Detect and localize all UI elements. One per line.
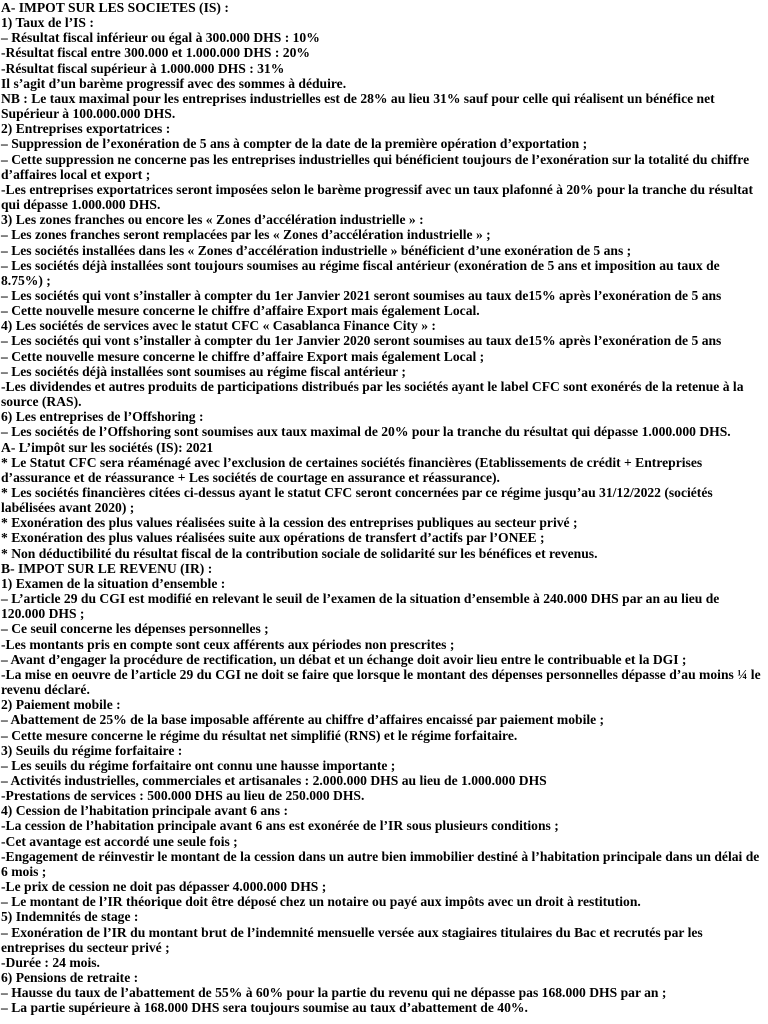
heading-seuils-forfaitaire: 3) Seuils du régime forfaitaire : <box>1 742 183 758</box>
text-line: – Le montant de l’IR théorique doit être déposé chez un notaire ou payé aux impôts avec un droit à restitution. <box>1 894 641 910</box>
text-line: * Exonération des plus values réalisées suite à la cession des entreprises publiques au secteur privé ; <box>1 515 578 531</box>
heading-indemnites-stage: 5) Indemnités de stage : <box>1 909 139 925</box>
text-line: – Cette nouvelle mesure concerne le chiffre d’affaire Export mais également Local ; <box>1 348 485 364</box>
section-title-ir: B- IMPOT SUR LE REVENU (IR) : <box>1 560 213 576</box>
text-line: – Ce seuil concerne les dépenses personnelles ; <box>1 621 269 637</box>
text-line: -Durée : 24 mois. <box>1 954 100 970</box>
text-line: – Activités industrielles, commerciales et artisanales : 2.000.000 DHS au lieu de 1.000.000 DHS <box>1 772 547 788</box>
text-line: -Prestations de services : 500.000 DHS au lieu de 250.000 DHS. <box>1 788 365 804</box>
text-line: – Les sociétés installées dans les « Zones d’accélération industrielle » bénéficient d’une exonération de 5 ans ; <box>1 242 632 258</box>
text-line: – Abattement de 25% de la base imposable afférente au chiffre d’affaires encaissé par paiement mobile ; <box>1 712 605 728</box>
heading-pensions-retraite: 6) Pensions de retraite : <box>1 970 139 985</box>
text-line: -Les dividendes et autres produits de participations distribués par les sociétés ayant le label CFC sont exonérés de la retenue à la source (RAS). <box>1 378 744 410</box>
text-line: – Les sociétés qui vont s’installer à compter du 1er Janvier 2021 seront soumises au taux de15% après l’exonération de 5 ans <box>1 287 722 303</box>
text-line: Il s’agit d’un barème progressif avec des sommes à déduire. <box>1 75 347 91</box>
text-line: -Cet avantage est accordé une seule fois ; <box>1 833 238 849</box>
text-line: -Le prix de cession ne doit pas dépasser 4.000.000 DHS ; <box>1 879 327 895</box>
text-line: -Engagement de réinvestir le montant de la cession dans un autre bien immobilier destiné à l’habitation principale dans un délai de 6 mois ; <box>1 848 760 879</box>
heading-zones-franches: 3) Les zones franches ou encore les « Zones d’accélération industrielle » : <box>1 212 424 228</box>
text-line: – Les sociétés déjà installées sont toujours soumises au régime fiscal antérieur (exonération de 5 ans et imposition au taux de 8.75%) ; <box>1 257 720 288</box>
heading-situation-ensemble: 1) Examen de la situation d’ensemble : <box>1 575 226 591</box>
heading-entreprises-exportatrices: 2) Entreprises exportatrices : <box>1 121 171 137</box>
text-line: -Résultat fiscal supérieur à 1.000.000 DHS : 31% <box>1 60 285 76</box>
heading-offshoring: 6) Les entreprises de l’Offshoring : <box>1 409 204 425</box>
text-line: – Suppression de l’exonération de 5 ans à compter de la date de la première opération d’exportation ; <box>1 136 588 152</box>
heading-paiement-mobile: 2) Paiement mobile : <box>1 697 121 713</box>
text-line: – Résultat fiscal inférieur ou égal à 300.000 DHS : 10% <box>1 30 320 46</box>
text-line: * Non déductibilité du résultat fiscal de la contribution sociale de solidarité sur les bénéfices et revenus. <box>1 545 598 561</box>
heading-cession-habitation: 4) Cession de l’habitation principale avant 6 ans : <box>1 803 289 819</box>
text-line: * Le Statut CFC sera réaménagé avec l’exclusion de certaines sociétés financières (Etablissements de crédit + Entreprises d’assurance et de réassurance + Les sociétés de courtage en assurance et réassurance). <box>1 454 703 485</box>
text-line: – Les sociétés de l’Offshoring sont soumises aux taux maximal de 20% pour la tranche du résultat qui dépasse 1.000.000 DHS. <box>1 424 731 440</box>
text-line: – Les seuils du régime forfaitaire ont connu une hausse importante ; <box>1 757 396 773</box>
text-line: * Les sociétés financières citées ci-dessus ayant le statut CFC seront concernées par ce régime jusqu’au 31/12/2022 (sociétés labélisées avant 2020) ; <box>1 485 713 516</box>
text-line: – Avant d’engager la procédure de rectification, un débat et un échange doit avoir lieu entre le contribuable et la DGI ; <box>1 651 687 667</box>
text-line: – Les zones franches seront remplacées par les « Zones d’accélération industrielle » ; <box>1 227 491 243</box>
section-title-is-2021: A- L’impôt sur les sociétés (IS): 2021 <box>1 439 214 455</box>
text-line: – Les sociétés déjà installées sont soumises au régime fiscal antérieur ; <box>1 363 406 379</box>
text-line: – Exonération de l’IR du montant brut de l’indemnité mensuelle versée aux stagiaires titulaires du Bac et recrutés par les entreprises du secteur privé ; <box>1 924 703 955</box>
text-line: * Exonération des plus values réalisées suite aux opérations de transfert d’actifs par l’ONEE ; <box>1 530 545 546</box>
text-line: -La cession de l’habitation principale avant 6 ans est exonérée de l’IR sous plusieurs conditions ; <box>1 818 559 834</box>
text-line: – Les sociétés qui vont s’installer à compter du 1er Janvier 2020 seront soumises au taux de15% après l’exonération de 5 ans <box>1 333 722 349</box>
text-line: – Cette mesure concerne le régime du résultat net simplifié (RNS) et le régime forfaitaire. <box>1 727 518 743</box>
text-line: – La partie supérieure à 168.000 DHS sera toujours soumise au taux d’abattement de 40%. <box>1 1000 528 1016</box>
text-line: -Résultat fiscal entre 300.000 et 1.000.000 DHS : 20% <box>1 45 310 61</box>
note-paragraph: NB : Le taux maximal pour les entreprises industrielles est de 28% au lieu 31% sauf pour celle qui réalisent un bénéfice net Supérieur à 100.000.000 DHS. <box>1 90 715 122</box>
text-line: – Cette suppression ne concerne pas les entreprises industrielles qui bénéficient toujours de l’exonération sur la totalité du chiffre d’affaires local et export ; <box>1 151 750 182</box>
heading-societes-services-cfc: 4) Les sociétés de services avec le statut CFC « Casablanca Finance City » : <box>1 318 436 334</box>
text-line: – Cette nouvelle mesure concerne le chiffre d’affaire Export mais également Local. <box>1 303 480 319</box>
heading-taux-is: 1) Taux de l’IS : <box>1 15 94 31</box>
text-line: -Les entreprises exportatrices seront imposées selon le barème progressif avec un taux plafonné à 20% pour la tranche du résultat qui dépasse 1.000.000 DHS. <box>1 181 753 213</box>
text-line: – L’article 29 du CGI est modifié en relevant le seuil de l’examen de la situation d’ensemble à 240.000 DHS par an au lieu de 120.000 DHS ; <box>1 591 720 622</box>
section-title-is: A- IMPOT SUR LES SOCIETES (IS) : <box>1 0 229 15</box>
text-line: -Les montants pris en compte sont ceux afférents aux périodes non prescrites ; <box>1 636 455 652</box>
text-line: – Hausse du taux de l’abattement de 55% à 60% pour la partie du revenu qui ne dépasse pas 168.000 DHS par an ; <box>1 985 667 1001</box>
text-line: -La mise en oeuvre de l’article 29 du CGI ne doit se faire que lorsque le montant des dépenses personnelles dépasse d’au moins ¼ le revenu déclaré. <box>1 666 761 698</box>
